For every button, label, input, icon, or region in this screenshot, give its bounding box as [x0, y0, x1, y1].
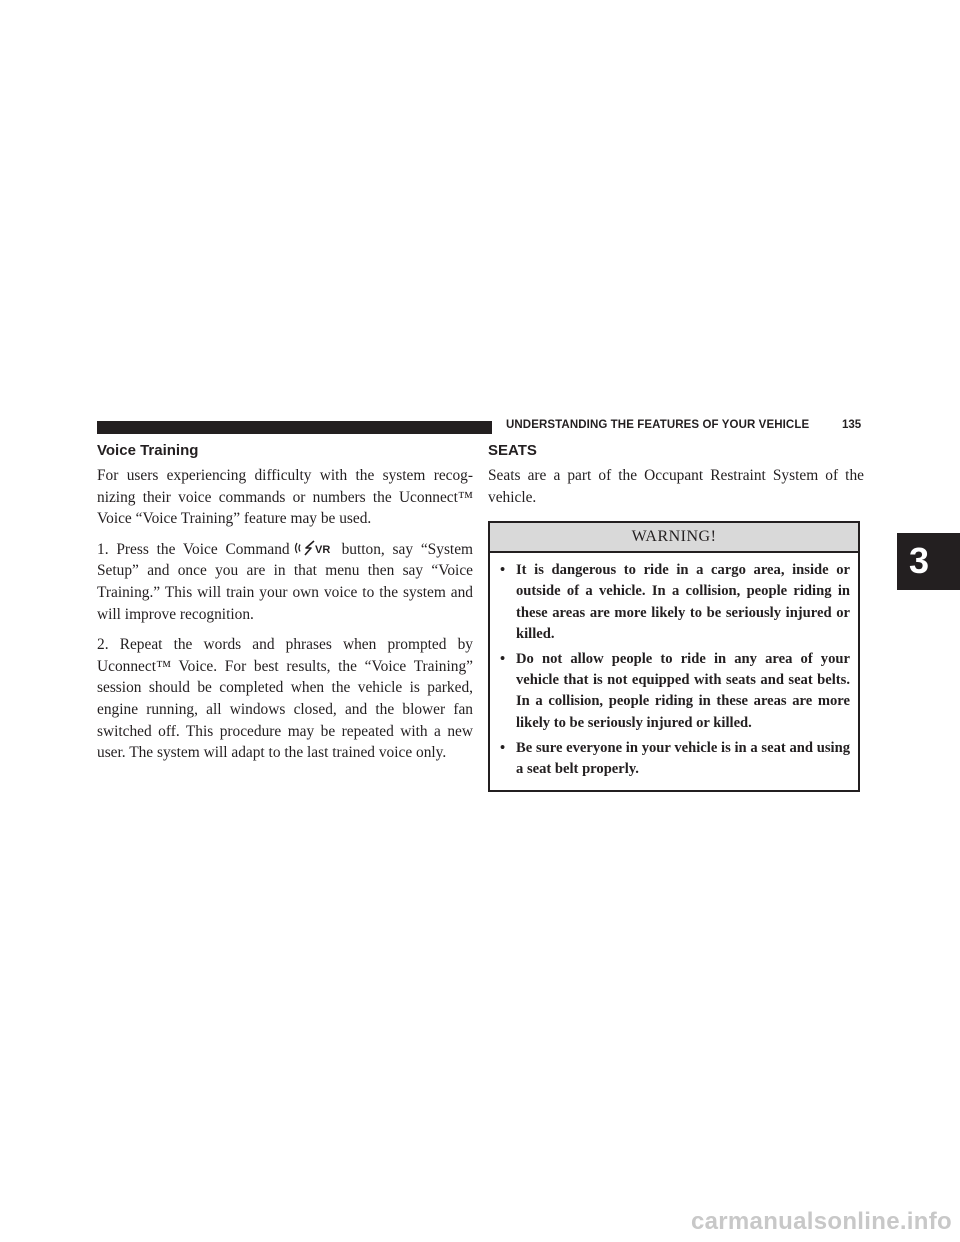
warning-item: • Do not allow people to ride in any area of your vehicle that is not equipped with seats and seat belts. In a collision, people riding in these areas are more likely to be seriously injured or killed.: [500, 651, 850, 731]
step-1-text-before: 1. Press the Voice Command: [97, 540, 290, 558]
chapter-number: 3: [909, 540, 930, 581]
bullet: •: [500, 739, 506, 756]
warning-title: WARNING!: [490, 523, 858, 553]
watermark: carmanualsonline.info: [690, 1208, 952, 1235]
page-number: 135: [842, 419, 862, 431]
header-bar: [97, 421, 492, 434]
chapter-tab: [897, 533, 960, 590]
section-title: UNDERSTANDING THE FEATURES OF YOUR VEHICLE: [506, 419, 810, 431]
voice-training-section: [97, 440, 473, 773]
seats-heading: SEATS: [488, 442, 537, 459]
seats-section: [488, 440, 864, 792]
warning-item: • It is dangerous to ride in a cargo area, inside or outside of a vehicle. In a collision, people riding in these areas are more likely to be seriously injured or killed.: [500, 562, 850, 642]
voice-command-vr-icon: [294, 540, 338, 556]
warning-item: • Be sure everyone in your vehicle is in a seat and using a seat belt properly.: [500, 739, 850, 778]
warning-list: [490, 553, 858, 790]
voice-training-intro: For users experiencing difficulty with the system recog-nizing their voice commands or numbers the Uconnect™ Voice “Voice Training” feature may be used.: [97, 467, 473, 528]
warning-box: [488, 521, 860, 792]
bullet: •: [500, 651, 506, 667]
svg-text:VR: VR: [314, 543, 330, 556]
bullet: •: [500, 562, 506, 579]
voice-training-step-1: [97, 539, 473, 625]
voice-training-heading: Voice Training: [97, 442, 199, 459]
step-1-text-after: button, say “System Setup” and once you are in that menu then say “Voice Training.” This will train your own voice to the system and will improve recognition.: [97, 540, 474, 623]
voice-training-step-2: 2. Repeat the words and phrases when prompted by Uconnect™ Voice. For best results, the “Voice Training” session should be completed when the vehicle is parked, engine running, all windows closed, and the blower fan switched off. This procedure may be repeated with a new user. The system will adapt to the last trained voice only.: [97, 636, 473, 762]
seats-intro: Seats are a part of the Occupant Restraint System of the vehicle.: [488, 467, 864, 506]
